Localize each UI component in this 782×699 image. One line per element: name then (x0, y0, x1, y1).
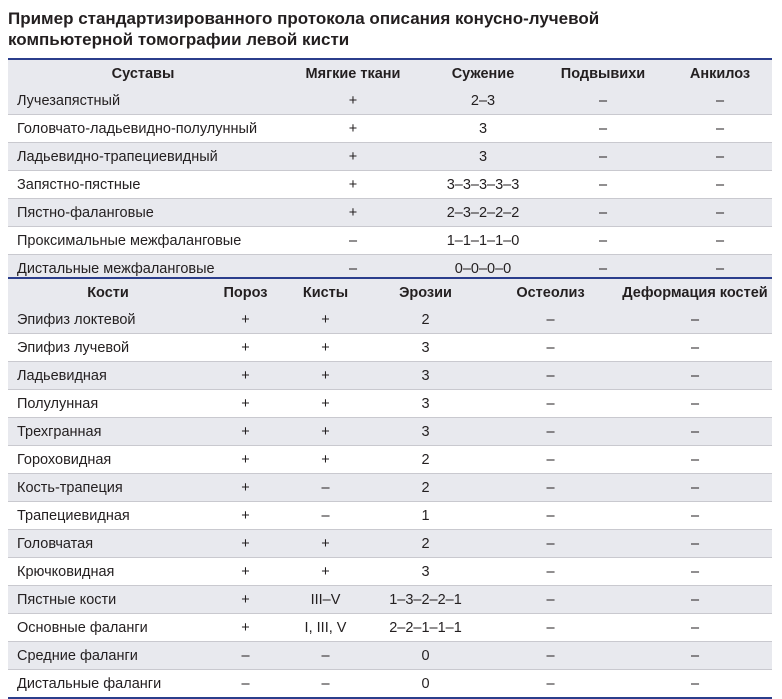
bones-cell: + (208, 558, 283, 586)
title-line-2: компьютерной томографии левой кисти (8, 30, 350, 49)
joints-header-cell: Суставы (8, 59, 278, 87)
bones-header-cell: Кисты (283, 278, 368, 306)
bones-row (8, 670, 772, 699)
bones-cell: – (618, 446, 772, 474)
bones-cell: 0 (368, 642, 483, 670)
bones-cell: – (618, 474, 772, 502)
joints-cell: 1–1–1–1–0 (428, 227, 538, 255)
bones-cell: – (483, 306, 618, 334)
bones-row-label: Средние фаланги (8, 642, 208, 670)
bones-cell: + (208, 362, 283, 390)
bones-cell: – (283, 474, 368, 502)
bones-cell: + (208, 586, 283, 614)
bones-cell: – (618, 558, 772, 586)
bones-cell: – (483, 362, 618, 390)
bones-cell: – (618, 586, 772, 614)
bones-cell: + (283, 446, 368, 474)
bones-row-label: Полулунная (8, 390, 208, 418)
joints-cell: 3 (428, 143, 538, 171)
bones-row (8, 418, 772, 446)
bones-cell: 3 (368, 334, 483, 362)
joints-cell: + (278, 143, 428, 171)
bones-row-label: Пястные кости (8, 586, 208, 614)
joints-cell: + (278, 199, 428, 227)
joints-row (8, 87, 772, 115)
bones-cell: + (208, 306, 283, 334)
bones-cell: – (618, 306, 772, 334)
bones-cell: 1–3–2–2–1 (368, 586, 483, 614)
joints-row-label: Проксимальные межфаланговые (8, 227, 278, 255)
joints-cell: 0–0–0–0 (428, 255, 538, 283)
bones-cell: – (208, 670, 283, 699)
bones-cell: + (283, 390, 368, 418)
joints-row (8, 171, 772, 199)
joints-cell: 2–3–2–2–2 (428, 199, 538, 227)
joints-cell: 3 (428, 115, 538, 143)
bones-cell: + (283, 362, 368, 390)
bones-cell: + (208, 446, 283, 474)
bones-row (8, 502, 772, 530)
bones-row-label: Трехгранная (8, 418, 208, 446)
joints-header-cell: Сужение (428, 59, 538, 87)
joints-header-row (8, 59, 772, 87)
bones-row (8, 586, 772, 614)
bones-cell: – (483, 334, 618, 362)
bones-cell: – (483, 474, 618, 502)
bones-cell: – (618, 642, 772, 670)
bones-cell: III–V (283, 586, 368, 614)
bones-cell: I, III, V (283, 614, 368, 642)
bones-cell: 3 (368, 362, 483, 390)
joints-table (8, 58, 772, 283)
bones-cell: – (283, 670, 368, 699)
joints-header-cell: Мягкие ткани (278, 59, 428, 87)
joints-cell: – (668, 143, 772, 171)
bones-cell: + (208, 390, 283, 418)
joints-row-label: Лучезапястный (8, 87, 278, 115)
bones-row (8, 642, 772, 670)
bones-cell: – (283, 502, 368, 530)
joints-row (8, 115, 772, 143)
bones-cell: 2 (368, 530, 483, 558)
joints-cell: – (538, 171, 668, 199)
bones-cell: – (618, 614, 772, 642)
bones-cell: – (483, 390, 618, 418)
joints-cell: + (278, 171, 428, 199)
bones-row (8, 558, 772, 586)
bones-row-label: Головчатая (8, 530, 208, 558)
bones-row (8, 362, 772, 390)
joints-cell: – (668, 199, 772, 227)
bones-cell: + (283, 558, 368, 586)
bones-cell: – (618, 362, 772, 390)
bones-header-cell: Остеолиз (483, 278, 618, 306)
bones-cell: + (283, 418, 368, 446)
bones-cell: – (483, 670, 618, 699)
joints-cell: – (668, 171, 772, 199)
bones-cell: 1 (368, 502, 483, 530)
bones-cell: 2–2–1–1–1 (368, 614, 483, 642)
joints-row-label: Головчато-ладьевидно-полулунный (8, 115, 278, 143)
bones-header-cell: Эрозии (368, 278, 483, 306)
joints-cell: – (668, 115, 772, 143)
joints-cell: + (278, 115, 428, 143)
joints-row-label: Пястно-фаланговые (8, 199, 278, 227)
bones-header-row (8, 278, 772, 306)
joints-cell: – (538, 115, 668, 143)
bones-cell: 2 (368, 446, 483, 474)
bones-row-label: Эпифиз лучевой (8, 334, 208, 362)
bones-cell: 3 (368, 558, 483, 586)
bones-row (8, 306, 772, 334)
bones-row-label: Ладьевидная (8, 362, 208, 390)
bones-cell: 2 (368, 474, 483, 502)
bones-cell: + (208, 418, 283, 446)
joints-row-label: Запястно-пястные (8, 171, 278, 199)
joints-row-label: Ладьевидно-трапециевидный (8, 143, 278, 171)
bones-cell: + (208, 474, 283, 502)
bones-cell: + (208, 614, 283, 642)
bones-row-label: Дистальные фаланги (8, 670, 208, 699)
bones-cell: – (483, 530, 618, 558)
bones-cell: – (483, 586, 618, 614)
bones-table (8, 277, 772, 699)
bones-cell: 3 (368, 390, 483, 418)
bones-header-cell: Кости (8, 278, 208, 306)
bones-cell: 2 (368, 306, 483, 334)
bones-row (8, 474, 772, 502)
bones-cell: + (208, 334, 283, 362)
bones-header-cell: Пороз (208, 278, 283, 306)
bones-cell: + (208, 530, 283, 558)
bones-cell: – (618, 502, 772, 530)
bones-row-label: Основные фаланги (8, 614, 208, 642)
bones-cell: – (618, 390, 772, 418)
joints-cell: – (668, 227, 772, 255)
bones-cell: – (483, 446, 618, 474)
joints-cell: 2–3 (428, 87, 538, 115)
bones-cell: – (483, 642, 618, 670)
joints-cell: – (538, 255, 668, 283)
bones-cell: – (483, 614, 618, 642)
bones-cell: + (283, 530, 368, 558)
bones-row (8, 614, 772, 642)
joints-row (8, 143, 772, 171)
bones-header-cell: Деформация костей (618, 278, 772, 306)
bones-cell: – (618, 418, 772, 446)
bones-cell: 3 (368, 418, 483, 446)
joints-cell: – (538, 199, 668, 227)
bones-cell: + (283, 334, 368, 362)
joints-header-cell: Подвывихи (538, 59, 668, 87)
joints-row-label: Дистальные межфаланговые (8, 255, 278, 283)
bones-cell: – (618, 530, 772, 558)
bones-cell: – (208, 642, 283, 670)
bones-row (8, 390, 772, 418)
bones-cell: – (618, 670, 772, 699)
bones-cell: – (483, 558, 618, 586)
bones-cell: – (483, 418, 618, 446)
joints-cell: – (668, 255, 772, 283)
joints-cell: – (278, 227, 428, 255)
document-title (8, 8, 778, 50)
title-line-1: Пример стандартизированного протокола описания конусно-лучевой (8, 9, 600, 28)
bones-row (8, 334, 772, 362)
bones-row-label: Кость-трапеция (8, 474, 208, 502)
joints-cell: – (668, 87, 772, 115)
bones-cell: – (283, 642, 368, 670)
bones-cell: – (483, 502, 618, 530)
bones-row-label: Трапециевидная (8, 502, 208, 530)
bones-cell: + (208, 502, 283, 530)
joints-cell: 3–3–3–3–3 (428, 171, 538, 199)
joints-row (8, 199, 772, 227)
joints-cell: – (538, 143, 668, 171)
bones-row-label: Эпифиз локтевой (8, 306, 208, 334)
joints-cell: – (278, 255, 428, 283)
joints-row (8, 227, 772, 255)
bones-row (8, 446, 772, 474)
bones-cell: + (283, 306, 368, 334)
bones-row-label: Гороховидная (8, 446, 208, 474)
joints-cell: – (538, 227, 668, 255)
bones-row-label: Крючковидная (8, 558, 208, 586)
bones-cell: 0 (368, 670, 483, 699)
bones-cell: – (618, 334, 772, 362)
bones-row (8, 530, 772, 558)
joints-cell: – (538, 87, 668, 115)
joints-cell: + (278, 87, 428, 115)
joints-header-cell: Анкилоз (668, 59, 772, 87)
